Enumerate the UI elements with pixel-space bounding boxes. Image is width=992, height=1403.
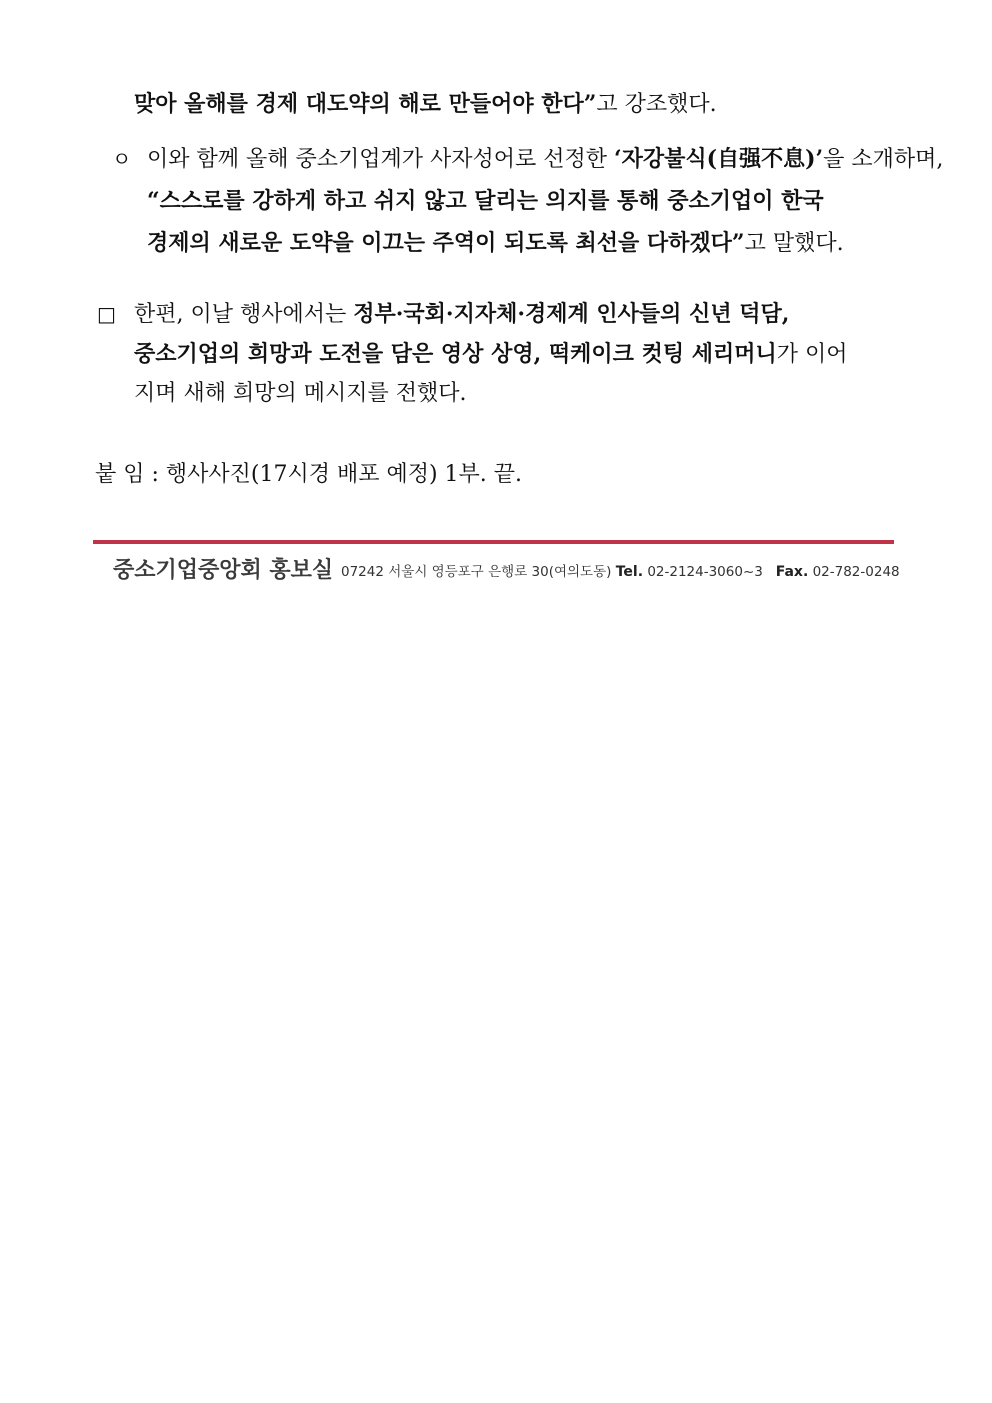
paragraph-2-line-2: “스스로를 강하게 하고 쉬지 않고 달리는 의지를 통해 중소기업이 한국	[147, 188, 824, 214]
fax-number: 02-782-0248	[812, 564, 900, 580]
tel-number: 02-2124-3060~3	[647, 564, 763, 580]
text-segment: 이와 함께 올해 중소기업계가 사자성어로 선정한	[147, 147, 615, 172]
fax-label: Fax.	[775, 564, 809, 580]
text-segment: 고 말했다.	[744, 231, 844, 256]
text-segment: 가 이어	[776, 342, 848, 367]
text-segment: 한편, 이날 행사에서는	[134, 302, 354, 327]
idiom-bold: ‘자강불식(自强不息)’	[614, 146, 824, 172]
paragraph-3-line-3: 지며 새해 희망의 메시지를 전했다.	[134, 381, 467, 406]
footer-address: 07242 서울시 영등포구 은행로 30(여의도동)	[341, 564, 612, 580]
highlight-bold: 중소기업의 희망과 도전을 담은 영상 상영, 떡케이크 컷팅 세리머니	[134, 341, 777, 367]
tel-label: Tel.	[615, 564, 644, 580]
circle-bullet: ㅇ	[112, 147, 132, 171]
quote-tail: 고 강조했다.	[596, 92, 717, 117]
text-segment: 을 소개하며,	[823, 147, 944, 172]
footer-contact	[341, 563, 900, 581]
footer-organization: 중소기업중앙회 홍보실	[113, 558, 334, 583]
square-bullet: □	[97, 302, 116, 326]
quote-bold: 맞아 올해를 경제 대도약의 해로 만들어야 한다”	[134, 91, 597, 117]
paragraph-2-line-3	[147, 229, 844, 258]
highlight-bold: 정부·국회·지자체·경제계 인사들의 신년 덕담,	[353, 301, 790, 327]
paragraph-3-line-1	[134, 300, 789, 329]
paragraph-1-line-1	[134, 90, 717, 119]
attachment-note: 붙 임 : 행사사진(17시경 배포 예정) 1부. 끝.	[95, 462, 523, 487]
paragraph-3-line-2	[134, 340, 848, 369]
quote-bold: 경제의 새로운 도약을 이끄는 주역이 되도록 최선을 다하겠다”	[147, 230, 745, 256]
footer-divider	[93, 540, 894, 544]
paragraph-2-line-1	[147, 145, 943, 174]
